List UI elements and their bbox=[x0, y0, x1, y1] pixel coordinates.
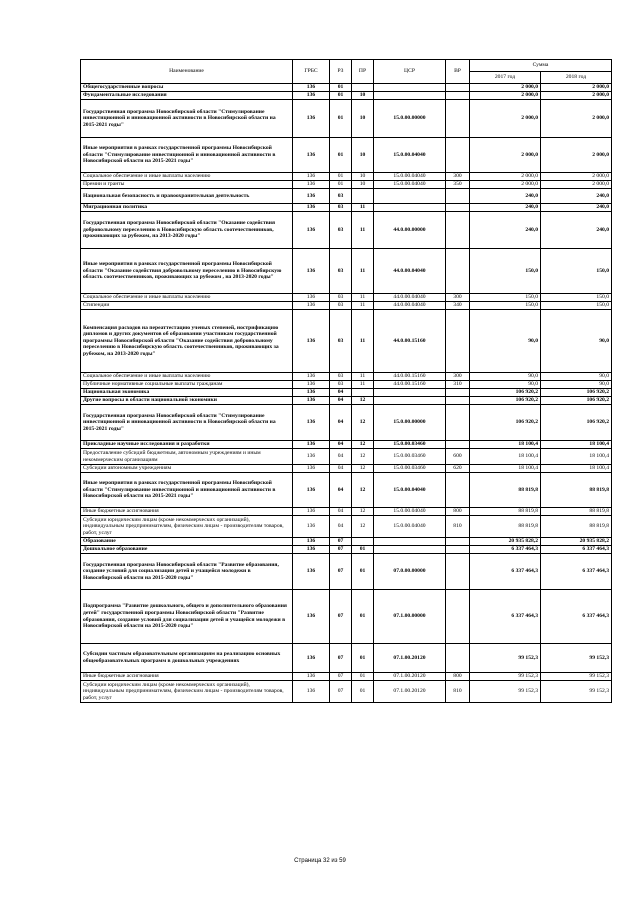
row-pr: 01 bbox=[352, 681, 374, 703]
row-csr bbox=[374, 538, 446, 546]
row-rz: 04 bbox=[330, 516, 352, 538]
row-name: Дошкольное образование bbox=[81, 546, 293, 554]
row-csr bbox=[374, 204, 446, 212]
row-vr bbox=[446, 590, 470, 644]
row-name: Другие вопросы в области национальной экономики bbox=[81, 397, 293, 405]
table-row bbox=[81, 181, 612, 189]
row-sum-2017: 240,0 bbox=[470, 212, 541, 249]
row-sum-2017: 2 000,0 bbox=[470, 173, 541, 181]
row-csr: 15.0.00.04040 bbox=[374, 138, 446, 173]
table-row bbox=[81, 644, 612, 673]
row-pr: 10 bbox=[352, 181, 374, 189]
row-grbs: 136 bbox=[293, 181, 330, 189]
row-csr: 44.0.00.04040 bbox=[374, 294, 446, 302]
row-pr: 11 bbox=[352, 381, 374, 389]
row-name: Иные бюджетные ассигнования bbox=[81, 508, 293, 516]
row-rz: 07 bbox=[330, 538, 352, 546]
header-year-2018: 2018 год bbox=[541, 72, 612, 84]
row-vr bbox=[446, 249, 470, 294]
table-header bbox=[81, 60, 612, 84]
row-pr: 01 bbox=[352, 644, 374, 673]
table-row bbox=[81, 212, 612, 249]
row-pr: 11 bbox=[352, 373, 374, 381]
row-vr bbox=[446, 212, 470, 249]
row-sum-2017: 240,0 bbox=[470, 189, 541, 204]
row-sum-2018: 18 100,4 bbox=[541, 441, 612, 449]
row-grbs: 136 bbox=[293, 189, 330, 204]
row-vr: 620 bbox=[446, 465, 470, 473]
table-body bbox=[81, 84, 612, 703]
row-pr: 11 bbox=[352, 204, 374, 212]
row-name: Национальная безопасность и правоохранительная деятельность bbox=[81, 189, 293, 204]
table-row bbox=[81, 405, 612, 441]
row-rz: 03 bbox=[330, 294, 352, 302]
row-grbs: 136 bbox=[293, 100, 330, 138]
row-name: Иные бюджетные ассигнования bbox=[81, 673, 293, 681]
row-sum-2017: 240,0 bbox=[470, 204, 541, 212]
row-sum-2018: 6 337 464,3 bbox=[541, 590, 612, 644]
row-name: Подпрограмма "Развитие дошкольного, общего и дополнительного образования детей" государственной программы Новосибирской области "Развитие образования, создание условий для социализации детей и учащейся молодежи в Новосибирской области на 2015-2020 годы" bbox=[81, 590, 293, 644]
row-sum-2018: 2 000,0 bbox=[541, 92, 612, 100]
row-sum-2017: 99 152,3 bbox=[470, 644, 541, 673]
row-grbs: 136 bbox=[293, 465, 330, 473]
header-vr: ВР bbox=[446, 60, 470, 84]
row-rz: 04 bbox=[330, 508, 352, 516]
row-pr: 12 bbox=[352, 516, 374, 538]
row-sum-2018: 88 819,8 bbox=[541, 508, 612, 516]
row-rz: 04 bbox=[330, 405, 352, 441]
row-pr bbox=[352, 389, 374, 397]
row-vr bbox=[446, 397, 470, 405]
row-name: Миграционная политика bbox=[81, 204, 293, 212]
row-name: Субсидии автономным учреждениям bbox=[81, 465, 293, 473]
row-vr bbox=[446, 204, 470, 212]
row-grbs: 136 bbox=[293, 449, 330, 465]
row-pr: 12 bbox=[352, 405, 374, 441]
table-row bbox=[81, 189, 612, 204]
table-row bbox=[81, 473, 612, 508]
row-vr bbox=[446, 100, 470, 138]
row-vr: 800 bbox=[446, 673, 470, 681]
row-pr: 12 bbox=[352, 473, 374, 508]
header-year-2017: 2017 год bbox=[470, 72, 541, 84]
row-rz: 01 bbox=[330, 84, 352, 92]
table-row bbox=[81, 449, 612, 465]
row-rz: 03 bbox=[330, 373, 352, 381]
header-grbs: ГРБС bbox=[293, 60, 330, 84]
row-name: Фундаментальные исследования bbox=[81, 92, 293, 100]
row-vr: 600 bbox=[446, 449, 470, 465]
table-row bbox=[81, 310, 612, 373]
row-name: Общегосударственные вопросы bbox=[81, 84, 293, 92]
row-name: Национальная экономика bbox=[81, 389, 293, 397]
table-row bbox=[81, 302, 612, 310]
row-grbs: 136 bbox=[293, 302, 330, 310]
table-row bbox=[81, 173, 612, 181]
row-name: Государственная программа Новосибирской области "Стимулирование инвестиционной и инновационной активности в Новосибирской области на 2015-2021 годы" bbox=[81, 405, 293, 441]
row-rz: 01 bbox=[330, 92, 352, 100]
row-grbs: 136 bbox=[293, 373, 330, 381]
row-sum-2018: 240,0 bbox=[541, 212, 612, 249]
row-sum-2018: 2 000,0 bbox=[541, 84, 612, 92]
row-csr bbox=[374, 189, 446, 204]
row-pr: 11 bbox=[352, 302, 374, 310]
row-rz: 03 bbox=[330, 310, 352, 373]
row-pr bbox=[352, 189, 374, 204]
row-rz: 03 bbox=[330, 189, 352, 204]
row-vr bbox=[446, 538, 470, 546]
row-sum-2018: 150,0 bbox=[541, 302, 612, 310]
row-grbs: 136 bbox=[293, 538, 330, 546]
table-row bbox=[81, 249, 612, 294]
row-pr: 10 bbox=[352, 100, 374, 138]
row-vr bbox=[446, 554, 470, 590]
row-sum-2017: 150,0 bbox=[470, 249, 541, 294]
row-rz: 04 bbox=[330, 389, 352, 397]
row-grbs: 136 bbox=[293, 294, 330, 302]
budget-table bbox=[80, 59, 612, 703]
row-grbs: 136 bbox=[293, 204, 330, 212]
row-grbs: 136 bbox=[293, 381, 330, 389]
page-footer: Страница 32 из 59 bbox=[294, 858, 346, 864]
table-row bbox=[81, 508, 612, 516]
header-sum: Сумма bbox=[470, 60, 612, 72]
row-sum-2018: 106 920,2 bbox=[541, 389, 612, 397]
row-pr: 01 bbox=[352, 546, 374, 554]
row-grbs: 136 bbox=[293, 516, 330, 538]
row-sum-2017: 150,0 bbox=[470, 302, 541, 310]
row-rz: 07 bbox=[330, 644, 352, 673]
row-csr bbox=[374, 389, 446, 397]
header-rz: РЗ bbox=[330, 60, 352, 84]
row-csr bbox=[374, 546, 446, 554]
row-pr: 11 bbox=[352, 249, 374, 294]
row-name: Субсидии частным образовательным организациям на реализацию основных общеобразовательных программ в дошкольных учреждениях bbox=[81, 644, 293, 673]
row-csr: 44.0.00.15160 bbox=[374, 310, 446, 373]
row-name: Государственная программа Новосибирской области "Оказание содействия добровольному переселению в Новосибирскую область соотечественников, проживающих за рубежом, на 2013-2020 годы" bbox=[81, 212, 293, 249]
row-rz: 01 bbox=[330, 173, 352, 181]
row-pr bbox=[352, 84, 374, 92]
row-sum-2018: 2 000,0 bbox=[541, 173, 612, 181]
row-name: Стипендии bbox=[81, 302, 293, 310]
row-sum-2017: 18 100,4 bbox=[470, 465, 541, 473]
row-vr: 350 bbox=[446, 181, 470, 189]
row-vr: 340 bbox=[446, 302, 470, 310]
row-sum-2017: 18 100,4 bbox=[470, 441, 541, 449]
row-csr bbox=[374, 92, 446, 100]
row-rz: 07 bbox=[330, 673, 352, 681]
row-sum-2017: 99 152,3 bbox=[470, 673, 541, 681]
row-grbs: 136 bbox=[293, 405, 330, 441]
row-sum-2018: 106 920,2 bbox=[541, 405, 612, 441]
row-sum-2017: 2 000,0 bbox=[470, 92, 541, 100]
row-vr: 810 bbox=[446, 681, 470, 703]
row-sum-2018: 99 152,3 bbox=[541, 673, 612, 681]
row-sum-2017: 88 819,8 bbox=[470, 508, 541, 516]
row-csr: 07.1.00.20120 bbox=[374, 673, 446, 681]
row-rz: 03 bbox=[330, 204, 352, 212]
row-vr: 800 bbox=[446, 508, 470, 516]
row-pr: 12 bbox=[352, 449, 374, 465]
row-name: Предоставление субсидий бюджетным, автономным учреждениям и иным некоммерческим организациям bbox=[81, 449, 293, 465]
row-sum-2018: 2 000,0 bbox=[541, 100, 612, 138]
row-sum-2017: 90,0 bbox=[470, 381, 541, 389]
row-sum-2017: 90,0 bbox=[470, 373, 541, 381]
row-name: Публичные нормативные социальные выплаты гражданам bbox=[81, 381, 293, 389]
row-name: Иные мероприятия в рамках государственной программы Новосибирской области "Стимулирование инвестиционной и инновационной активности в Новосибирской области на 2015-2021 годы" bbox=[81, 473, 293, 508]
row-sum-2018: 90,0 bbox=[541, 310, 612, 373]
row-name: Государственная программа Новосибирской области "Стимулирование инвестиционной и инновационной активности в Новосибирской области на 2015-2021 годы" bbox=[81, 100, 293, 138]
row-rz: 07 bbox=[330, 681, 352, 703]
row-rz: 01 bbox=[330, 138, 352, 173]
row-vr: 300 bbox=[446, 294, 470, 302]
row-vr bbox=[446, 405, 470, 441]
row-grbs: 136 bbox=[293, 249, 330, 294]
row-sum-2018: 90,0 bbox=[541, 373, 612, 381]
row-sum-2018: 2 000,0 bbox=[541, 181, 612, 189]
row-grbs: 136 bbox=[293, 441, 330, 449]
header-pr: ПР bbox=[352, 60, 374, 84]
row-pr: 11 bbox=[352, 310, 374, 373]
row-sum-2018: 88 819,8 bbox=[541, 473, 612, 508]
row-rz: 04 bbox=[330, 397, 352, 405]
row-pr: 01 bbox=[352, 554, 374, 590]
row-sum-2017: 6 337 464,3 bbox=[470, 546, 541, 554]
row-name: Иные мероприятия в рамках государственной программы Новосибирской области "Оказание содействия добровольному переселению в Новосибирскую область соотечественников, проживающих за рубежом , на 2013-2020 годы" bbox=[81, 249, 293, 294]
row-sum-2018: 99 152,3 bbox=[541, 644, 612, 673]
row-csr: 07.0.00.00000 bbox=[374, 554, 446, 590]
row-sum-2017: 6 337 464,3 bbox=[470, 590, 541, 644]
table-row bbox=[81, 138, 612, 173]
table-row bbox=[81, 441, 612, 449]
row-vr bbox=[446, 473, 470, 508]
row-sum-2017: 88 819,8 bbox=[470, 473, 541, 508]
row-vr: 810 bbox=[446, 516, 470, 538]
row-pr: 01 bbox=[352, 590, 374, 644]
row-pr: 11 bbox=[352, 212, 374, 249]
row-rz: 04 bbox=[330, 465, 352, 473]
row-rz: 04 bbox=[330, 449, 352, 465]
row-pr: 10 bbox=[352, 92, 374, 100]
row-name: Государственная программа Новосибирской области "Развитие образования, создание условий для социализации детей и учащейся молодежи в Новосибирской области на 2015-2020 годы" bbox=[81, 554, 293, 590]
row-sum-2017: 106 920,2 bbox=[470, 389, 541, 397]
row-csr: 44.0.00.04040 bbox=[374, 249, 446, 294]
row-sum-2017: 18 100,4 bbox=[470, 449, 541, 465]
row-grbs: 136 bbox=[293, 508, 330, 516]
table-row bbox=[81, 84, 612, 92]
row-csr: 07.1.00.20120 bbox=[374, 681, 446, 703]
row-pr: 12 bbox=[352, 397, 374, 405]
row-sum-2017: 90,0 bbox=[470, 310, 541, 373]
row-vr: 300 bbox=[446, 373, 470, 381]
row-sum-2018: 6 337 464,3 bbox=[541, 554, 612, 590]
row-name: Социальное обеспечение и иные выплаты населению bbox=[81, 173, 293, 181]
row-grbs: 136 bbox=[293, 546, 330, 554]
row-pr: 12 bbox=[352, 441, 374, 449]
row-grbs: 136 bbox=[293, 138, 330, 173]
row-vr bbox=[446, 189, 470, 204]
row-csr: 15.0.00.03460 bbox=[374, 449, 446, 465]
row-sum-2017: 6 337 464,3 bbox=[470, 554, 541, 590]
table-row bbox=[81, 100, 612, 138]
row-sum-2017: 88 819,8 bbox=[470, 516, 541, 538]
row-csr: 15.0.00.04040 bbox=[374, 508, 446, 516]
row-csr bbox=[374, 397, 446, 405]
row-vr bbox=[446, 92, 470, 100]
row-csr: 44.0.00.15160 bbox=[374, 373, 446, 381]
row-vr bbox=[446, 138, 470, 173]
row-pr: 10 bbox=[352, 173, 374, 181]
row-csr: 44.0.00.15160 bbox=[374, 381, 446, 389]
row-sum-2017: 106 920,2 bbox=[470, 397, 541, 405]
row-grbs: 136 bbox=[293, 590, 330, 644]
row-sum-2018: 2 000,0 bbox=[541, 138, 612, 173]
row-rz: 03 bbox=[330, 249, 352, 294]
row-name: Компенсация расходов на переаттестацию ученых степеней, нострификацию дипломов и других документов об образовании участникам государственной программы Новосибирской области "Оказание содействия добровольному переселению в Новосибирскую область соотечественников, проживающих за рубежом, на 2013-2020 годы" bbox=[81, 310, 293, 373]
row-sum-2018: 240,0 bbox=[541, 204, 612, 212]
row-grbs: 136 bbox=[293, 92, 330, 100]
row-vr: 310 bbox=[446, 381, 470, 389]
row-vr bbox=[446, 389, 470, 397]
row-sum-2018: 20 935 828,2 bbox=[541, 538, 612, 546]
row-grbs: 136 bbox=[293, 673, 330, 681]
table-row bbox=[81, 204, 612, 212]
row-csr: 15.0.00.00000 bbox=[374, 405, 446, 441]
table-row bbox=[81, 546, 612, 554]
row-grbs: 136 bbox=[293, 84, 330, 92]
row-sum-2018: 99 152,3 bbox=[541, 681, 612, 703]
table-row bbox=[81, 538, 612, 546]
row-sum-2018: 18 100,4 bbox=[541, 449, 612, 465]
row-grbs: 136 bbox=[293, 397, 330, 405]
row-sum-2017: 150,0 bbox=[470, 294, 541, 302]
row-rz: 03 bbox=[330, 381, 352, 389]
row-vr bbox=[446, 546, 470, 554]
row-rz: 04 bbox=[330, 441, 352, 449]
table-row bbox=[81, 681, 612, 703]
table-row bbox=[81, 516, 612, 538]
row-csr: 15.0.00.03460 bbox=[374, 465, 446, 473]
row-sum-2018: 150,0 bbox=[541, 249, 612, 294]
row-sum-2017: 20 935 828,2 bbox=[470, 538, 541, 546]
row-csr: 44.0.00.04040 bbox=[374, 302, 446, 310]
header-name: Наименование bbox=[81, 60, 293, 84]
row-csr: 15.0.00.04040 bbox=[374, 181, 446, 189]
table-row bbox=[81, 92, 612, 100]
table-row bbox=[81, 554, 612, 590]
row-sum-2018: 150,0 bbox=[541, 294, 612, 302]
row-pr: 12 bbox=[352, 508, 374, 516]
row-grbs: 136 bbox=[293, 310, 330, 373]
row-grbs: 136 bbox=[293, 212, 330, 249]
row-pr bbox=[352, 538, 374, 546]
row-rz: 01 bbox=[330, 181, 352, 189]
table-row bbox=[81, 590, 612, 644]
row-sum-2018: 18 100,4 bbox=[541, 465, 612, 473]
row-csr: 15.0.00.00000 bbox=[374, 100, 446, 138]
row-grbs: 136 bbox=[293, 644, 330, 673]
table-row bbox=[81, 381, 612, 389]
row-pr: 01 bbox=[352, 673, 374, 681]
row-csr: 15.0.00.04040 bbox=[374, 473, 446, 508]
row-sum-2018: 6 337 464,3 bbox=[541, 546, 612, 554]
row-sum-2017: 2 000,0 bbox=[470, 100, 541, 138]
row-rz: 03 bbox=[330, 302, 352, 310]
row-sum-2017: 99 152,3 bbox=[470, 681, 541, 703]
row-grbs: 136 bbox=[293, 389, 330, 397]
row-rz: 07 bbox=[330, 590, 352, 644]
row-vr bbox=[446, 84, 470, 92]
row-vr bbox=[446, 644, 470, 673]
row-sum-2017: 106 920,2 bbox=[470, 405, 541, 441]
row-name: Прикладные научные исследования и разработки bbox=[81, 441, 293, 449]
row-sum-2017: 2 000,0 bbox=[470, 181, 541, 189]
row-csr bbox=[374, 84, 446, 92]
row-vr: 300 bbox=[446, 173, 470, 181]
row-name: Субсидии юридическим лицам (кроме некоммерческих организаций), индивидуальным предпринимателям, физическим лицам - производителям товаров, работ, услуг bbox=[81, 516, 293, 538]
row-name: Премии и гранты bbox=[81, 181, 293, 189]
row-grbs: 136 bbox=[293, 173, 330, 181]
row-csr: 07.1.00.00000 bbox=[374, 590, 446, 644]
row-name: Социальное обеспечение и иные выплаты населению bbox=[81, 373, 293, 381]
row-vr bbox=[446, 441, 470, 449]
table-row bbox=[81, 373, 612, 381]
row-rz: 04 bbox=[330, 473, 352, 508]
row-csr: 07.1.00.20120 bbox=[374, 644, 446, 673]
table-row bbox=[81, 465, 612, 473]
row-rz: 07 bbox=[330, 554, 352, 590]
row-rz: 01 bbox=[330, 100, 352, 138]
row-sum-2018: 106 920,2 bbox=[541, 397, 612, 405]
row-grbs: 136 bbox=[293, 473, 330, 508]
row-sum-2017: 2 000,0 bbox=[470, 84, 541, 92]
row-grbs: 136 bbox=[293, 681, 330, 703]
row-pr: 11 bbox=[352, 294, 374, 302]
row-csr: 44.0.00.00000 bbox=[374, 212, 446, 249]
row-name: Иные мероприятия в рамках государственной программы Новосибирской области "Стимулирование инвестиционной и инновационной активности в Новосибирской области на 2015-2021 годы" bbox=[81, 138, 293, 173]
row-sum-2018: 88 819,8 bbox=[541, 516, 612, 538]
table-row bbox=[81, 397, 612, 405]
row-sum-2018: 240,0 bbox=[541, 189, 612, 204]
row-rz: 03 bbox=[330, 212, 352, 249]
row-grbs: 136 bbox=[293, 554, 330, 590]
table-row bbox=[81, 294, 612, 302]
row-csr: 15.0.00.04040 bbox=[374, 173, 446, 181]
table-row bbox=[81, 673, 612, 681]
header-csr: ЦСР bbox=[374, 60, 446, 84]
row-csr: 15.0.00.04040 bbox=[374, 516, 446, 538]
row-name: Образование bbox=[81, 538, 293, 546]
row-name: Субсидии юридическим лицам (кроме некоммерческих организаций), индивидуальным предпринимателям, физическим лицам - производителям товаров, работ, услуг bbox=[81, 681, 293, 703]
row-csr: 15.0.00.03460 bbox=[374, 441, 446, 449]
row-rz: 07 bbox=[330, 546, 352, 554]
row-sum-2018: 90,0 bbox=[541, 381, 612, 389]
row-pr: 12 bbox=[352, 465, 374, 473]
row-pr: 10 bbox=[352, 138, 374, 173]
row-name: Социальное обеспечение и иные выплаты населению bbox=[81, 294, 293, 302]
row-vr bbox=[446, 310, 470, 373]
table-row bbox=[81, 389, 612, 397]
row-sum-2017: 2 000,0 bbox=[470, 138, 541, 173]
